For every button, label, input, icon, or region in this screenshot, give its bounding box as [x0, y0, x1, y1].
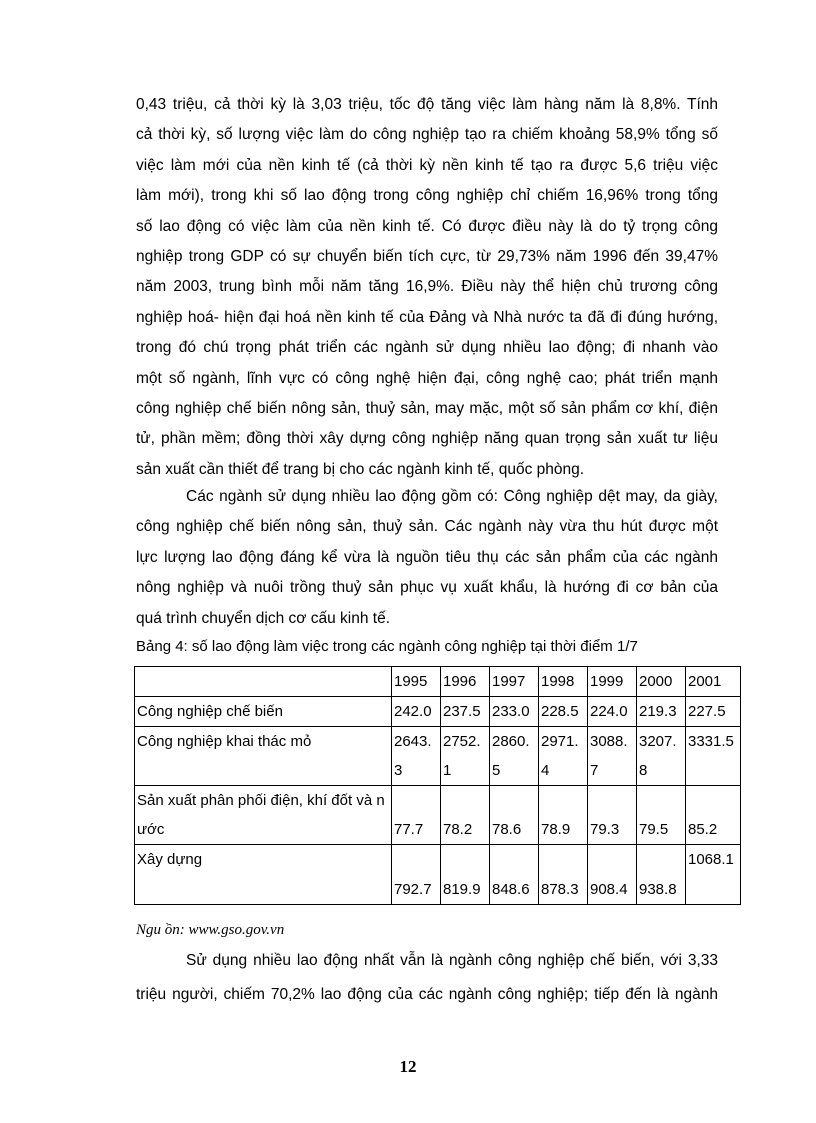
table-cell: 79.3 [588, 786, 637, 845]
table-cell: 2643.3 [392, 727, 441, 786]
table-row [135, 727, 741, 786]
table-cell: 219.3 [637, 697, 686, 727]
row-label: Sản xuất phân phối điện, khí đốt và nước [135, 786, 392, 845]
table-cell: 1068.1 [686, 845, 741, 905]
text-line: tử, phần mềm; đồng thời xây dựng công nghiệp năng quan trọng sản xuất tư liệu [136, 430, 718, 448]
table-cell: 2971.4 [539, 727, 588, 786]
table-row [135, 786, 741, 845]
table-cell: 3331.5 [686, 727, 741, 786]
table-cell: 78.2 [441, 786, 490, 845]
table-cell: 938.8 [637, 845, 686, 905]
table-row [135, 697, 741, 727]
table-cell: 848.6 [490, 845, 539, 905]
year-header: 1997 [490, 667, 539, 697]
text-line: việc làm mới của nền kinh tế (cả thời kỳ nền kinh tế tạo ra được 5,6 triệu việc [136, 156, 718, 174]
text-line: năm 2003, trung bình mỗi năm tăng 16,9%. Điều này thể hiện chủ trương công [136, 278, 718, 296]
table-cell: 908.4 [588, 845, 637, 905]
text-line: làm mới), trong khi số lao động trong công nghiệp chỉ chiếm 16,96% trong tổng [136, 187, 718, 205]
text-line: sản xuất cần thiết để trang bị cho các ngành kinh tế, quốc phòng. [136, 460, 585, 478]
year-header: 1999 [588, 667, 637, 697]
year-header: 2001 [686, 667, 741, 697]
table-caption: Bảng 4: số lao động làm việc trong các ngành công nghiệp tại thời điểm 1/7 [136, 638, 638, 655]
table-cell: 224.0 [588, 697, 637, 727]
text-line: triệu người, chiếm 70,2% lao động của các ngành công nghiệp; tiếp đến là ngành [136, 986, 718, 1003]
text-line: lực lượng lao động đáng kể vừa là nguồn tiêu thụ các sản phẩm của các ngành [136, 548, 718, 566]
source-note: Ngu ồn: www.gso.gov.vn [136, 922, 285, 938]
labor-table [134, 666, 741, 905]
table-cell: 237.5 [441, 697, 490, 727]
text-line: cả thời kỳ, số lượng việc làm do công nghiệp tạo ra chiếm khoảng 58,9% tổng số [136, 126, 718, 144]
text-line: quá trình chuyển dịch cơ cấu kinh tế. [136, 609, 391, 627]
year-header: 1996 [441, 667, 490, 697]
row-label: Công nghiệp chế biến [135, 697, 392, 727]
table-cell: 3207.8 [637, 727, 686, 786]
table-cell: 85.2 [686, 786, 741, 845]
text-line: công nghiệp chế biến nông sản, thuỷ sản, may mặc, một số sản phẩm cơ khí, điện [136, 400, 718, 417]
row-label: Xây dựng [135, 845, 392, 905]
text-line: một số ngành, lĩnh vực có công nghệ hiện đại, công nghệ cao; phát triển mạnh [136, 369, 718, 387]
table-cell: 3088.7 [588, 727, 637, 786]
text-line: 0,43 triệu, cả thời kỳ là 3,03 triệu, tốc độ tăng việc làm hàng năm là 8,8%. Tính [136, 96, 718, 113]
text-line: Sử dụng nhiều lao động nhất vẫn là ngành công nghiệp chế biến, với 3,33 [186, 952, 718, 969]
table-cell: 78.9 [539, 786, 588, 845]
text-line: nghiệp hoá- hiện đại hoá nền kinh tế của Đảng và Nhà nước ta đã đi đúng hướng, [136, 308, 718, 326]
table-cell: 2860.5 [490, 727, 539, 786]
text-line: công nghiệp chế biến nông sản, thuỷ sản. Các ngành này vừa thu hút được một [136, 518, 718, 536]
table-cell: 233.0 [490, 697, 539, 727]
text-line: Các ngành sử dụng nhiều lao động gồm có: Công nghiệp dệt may, da giày, [186, 488, 718, 505]
table-row [135, 845, 741, 905]
table-cell: 78.6 [490, 786, 539, 845]
table-cell: 819.9 [441, 845, 490, 905]
page-number: 12 [399, 1057, 417, 1076]
text-line: trong đó chú trọng phát triển các ngành sử dụng nhiều lao động; đi nhanh vào [136, 339, 718, 357]
table-cell: 792.7 [392, 845, 441, 905]
year-header: 2000 [637, 667, 686, 697]
table-cell: 2752.1 [441, 727, 490, 786]
table-cell: 228.5 [539, 697, 588, 727]
text-line: nông nghiệp và nuôi trồng thuỷ sản phục vụ xuất khẩu, là hướng đi cơ bản của [136, 579, 718, 597]
table-cell: 79.5 [637, 786, 686, 845]
table-header-row [135, 667, 741, 697]
table-cell: 77.7 [392, 786, 441, 845]
table-cell: 227.5 [686, 697, 741, 727]
text-line: số lao động có việc làm của nền kinh tế. Có được điều này là do tỷ trọng công [136, 217, 718, 235]
table-cell: 878.3 [539, 845, 588, 905]
table-cell: 242.0 [392, 697, 441, 727]
text-line: nghiệp trong GDP có sự chuyển biến tích cực, từ 29,73% năm 1996 đến 39,47% [136, 248, 718, 265]
year-header: 1995 [392, 667, 441, 697]
year-header: 1998 [539, 667, 588, 697]
row-label: Công nghiệp khai thác mỏ [135, 727, 392, 786]
table-corner-cell [135, 667, 392, 697]
